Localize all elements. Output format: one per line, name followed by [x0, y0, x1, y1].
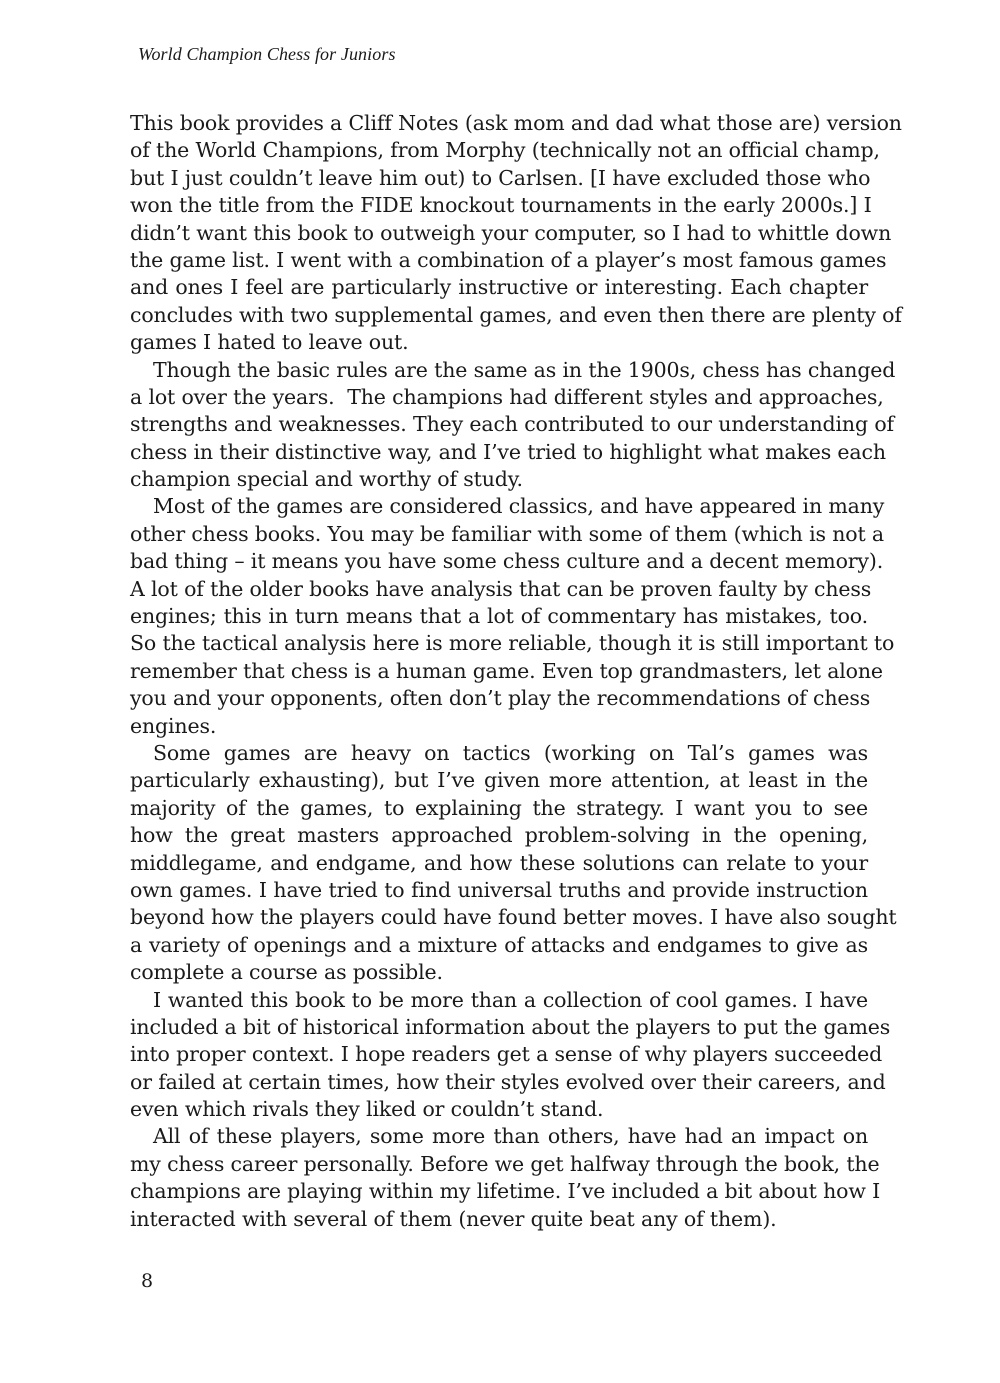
text-line: beyond how the players could have found better moves. I have also sought [130, 905, 897, 930]
paragraph [130, 493, 895, 740]
paragraph [130, 740, 897, 987]
text-line: engines. [130, 713, 217, 738]
text-line: other chess books. You may be familiar with some of them (which is not a [130, 521, 884, 546]
text-line: and ones I feel are particularly instructive or interesting. Each chapter [130, 275, 868, 300]
text-line: middlegame, and endgame, and how these solutions can relate to your [130, 850, 868, 875]
text-line: included a bit of historical information about the players to put the games [130, 1014, 891, 1039]
text-line: So the tactical analysis here is more reliable, though it is still important to [130, 631, 895, 656]
text-line: chess in their distinctive way, and I’ve tried to highlight what makes each [130, 439, 886, 464]
text-line: complete a course as possible. [130, 960, 443, 985]
paragraph [130, 357, 896, 494]
text-line: bad thing – it means you have some chess culture and a decent memory). [130, 549, 884, 574]
text-line: a lot over the years. The champions had different styles and approaches, [130, 384, 884, 409]
text-line: All of these players, some more than others, have had an impact on [153, 1124, 868, 1149]
text-line: remember that chess is a human game. Even top grandmasters, let alone [130, 658, 883, 683]
text-line: engines; this in turn means that a lot of commentary has mistakes, too. [130, 604, 868, 629]
text-line: the game list. I went with a combination of a player’s most famous games [130, 247, 887, 272]
text-line: games I hated to leave out. [130, 330, 409, 355]
text-line: Though the basic rules are the same as in the 1900s, chess has changed [153, 357, 896, 382]
text-line: A lot of the older books have analysis that can be proven faulty by chess [130, 576, 872, 601]
text-line: won the title from the FIDE knockout tournaments in the early 2000s.] I [130, 193, 872, 218]
text-line: concludes with two supplemental games, and even then there are plenty of [130, 302, 902, 327]
text-line: a variety of openings and a mixture of attacks and endgames to give as [130, 932, 868, 957]
text-line: interacted with several of them (never quite beat any of them). [130, 1206, 777, 1231]
text-line: even which rivals they liked or couldn’t stand. [130, 1097, 604, 1122]
text-line: how the great masters approached problem-solving in the opening, [130, 823, 868, 848]
text-line: particularly exhausting), but I’ve given more attention, at least in the [130, 768, 868, 793]
paragraph [130, 987, 891, 1124]
text-line: into proper context. I hope readers get a sense of why players succeeded [130, 1042, 883, 1067]
running-header-title: World Champion Chess for Juniors [138, 44, 396, 64]
text-line: strengths and weaknesses. They each contributed to our understanding of [130, 412, 894, 437]
text-line: my chess career personally. Before we get halfway through the book, the [130, 1151, 880, 1176]
text-line: didn’t want this book to outweigh your computer, so I had to whittle down [130, 220, 892, 245]
text-line: of the World Champions, from Morphy (technically not an official champ, [130, 138, 880, 163]
text-line: but I just couldn’t leave him out) to Carlsen. [I have excluded those who [130, 165, 871, 190]
paragraph [130, 110, 902, 357]
text-line: Most of the games are considered classics, and have appeared in many [153, 494, 885, 519]
text-line: own games. I have tried to find universal truths and provide instruction [130, 877, 868, 902]
text-line: champions are playing within my lifetime. I’ve included a bit about how I [130, 1179, 881, 1204]
text-line: you and your opponents, often don’t play the recommendations of chess [130, 686, 871, 711]
text-line: Some games are heavy on tactics (working on Tal’s games was [153, 740, 868, 765]
text-line: I wanted this book to be more than a collection of cool games. I have [153, 987, 868, 1012]
text-line: champion special and worthy of study. [130, 467, 523, 492]
body-text [130, 110, 902, 1233]
paragraph [130, 1123, 881, 1233]
text-line: or failed at certain times, how their styles evolved over their careers, and [130, 1069, 886, 1094]
page-number: 8 [141, 1270, 154, 1292]
text-line: majority of the games, to explaining the strategy. I want you to see [130, 795, 868, 820]
text-line: This book provides a Cliff Notes (ask mom and dad what those are) version [130, 111, 902, 135]
